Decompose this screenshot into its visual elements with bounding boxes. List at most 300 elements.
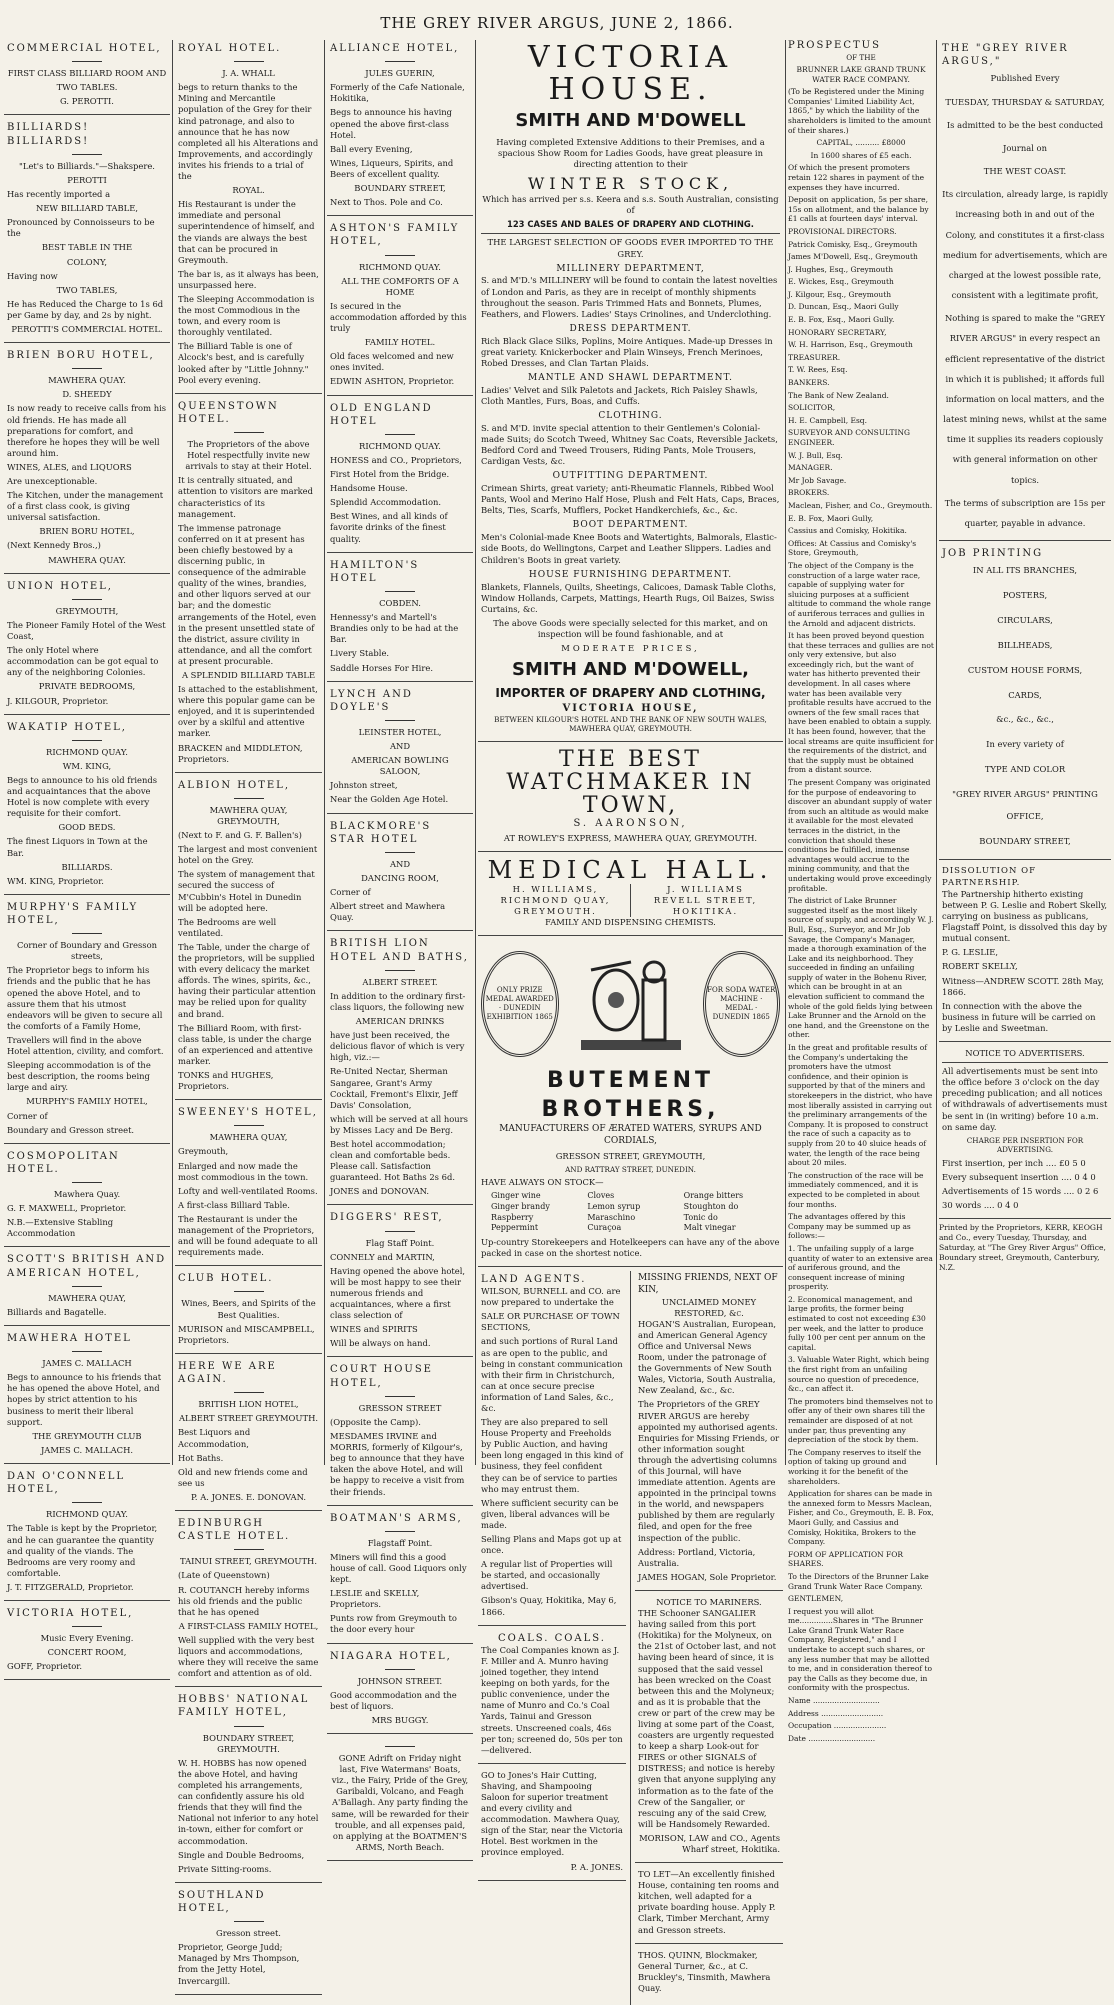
medal-right-text: FOR SODA WATER MACHINE · MEDAL · DUNEDIN 1865: [707, 985, 776, 1022]
ad-line: begs to return thanks to the Mining and Mercantile population of the Grey for their kind patronage, and also to announce that he has now completed all his Alterations and Improvements, and accordingly invites his friends to a trial of the: [178, 82, 319, 182]
text-line: &c., &c., &c.,: [996, 714, 1054, 725]
ad-line: Are unexceptionable.: [7, 476, 98, 486]
ad-line: G. PEROTTI.: [60, 96, 114, 107]
medical-right-line: REVELL STREET,: [653, 894, 758, 905]
department-heading: HOUSE FURNISHING DEPARTMENT.: [528, 569, 733, 580]
advertisement: [4, 40, 170, 115]
ad-line: The largest and most convenient hotel on the Grey.: [178, 844, 318, 866]
ad-line: Best Liquors and Accommodation,: [178, 1427, 251, 1449]
advertisement: [327, 40, 473, 216]
ad-line: Corner of Boundary and Gresson streets,: [16, 940, 158, 962]
victoria-intro: Having completed Extensive Additions to their Premises, and a spacious Show Room for Ladies Goods, have great pleasure in directing attention to their: [496, 136, 765, 169]
ad-line: AMERICAN BOWLING SALOON,: [351, 755, 449, 777]
ad-line: Saddle Horses For Hire.: [330, 662, 433, 673]
missing-head: MISSING FRIENDS, NEXT OF KIN,: [638, 1272, 778, 1295]
victoria-importer: IMPORTER OF DRAPERY AND CLOTHING,: [495, 685, 766, 700]
ad-line: J. A. WHALL: [222, 68, 275, 79]
ad-line: MAWHERA QUAY, GREYMOUTH,: [209, 804, 288, 826]
notice-charge: CHARGE PER INSERTION FOR ADVERTISING.: [966, 1135, 1084, 1155]
ad-divider: [234, 1392, 264, 1393]
ad-line: The Sleeping Accommodation is the most Commodious in the town, and every room is thoroughly ventilated.: [178, 293, 315, 338]
text-line: CARDS,: [1008, 689, 1042, 700]
victoria-title: VICTORIA HOUSE.: [527, 40, 734, 107]
text-line: First insertion, per inch .... £0 5 0: [942, 1157, 1086, 1168]
text-line: Advertisements of 15 words .... 0 2 6: [942, 1185, 1099, 1196]
ad-line: R. COUTANCH hereby informs his old friends and the public that he has opened: [178, 1584, 310, 1617]
product-item: Malt vinegar: [683, 1223, 736, 1233]
ad-line: Pronounced by Connoisseurs to be the: [7, 217, 155, 239]
ad-heading: HERE WE ARE AGAIN.: [178, 1360, 277, 1386]
victoria-which: Which has arrived per s.s. Keera and s.s. South Australian, consisting of: [482, 194, 779, 216]
text-line: CIRCULARS,: [997, 615, 1053, 626]
medical-left-line: GREYMOUTH.: [514, 905, 597, 916]
ad-line: ALL THE COMFORTS OF A HOME: [341, 275, 459, 297]
ad-divider: [72, 1626, 102, 1627]
medical-left-line: RICHMOND QUAY,: [500, 894, 611, 905]
ad-line: Good accommodation and the best of liquors.: [330, 1689, 457, 1711]
ad-line: TAINUI STREET, GREYMOUTH.: [179, 1556, 318, 1567]
ad-line: Is now ready to receive calls from his old friends. He has made all preparations for comfort, and therefore he hopes they will be well around him.: [7, 403, 167, 458]
ad-line: The Table is kept by the Proprietor, and he can guarantee the quantity and quality of the viands. The Bedrooms are very roomy and comfortable.: [7, 1523, 158, 1578]
ad-line: The Restaurant is under the management of the Proprietors, and will be found adequate to all requirements made.: [178, 1213, 318, 1258]
victoria-firm: SMITH AND M'DOWELL: [515, 110, 746, 131]
ad-line: The Billiard Room, with first-class table, is under the charge of an experienced and attentive marker.: [178, 1022, 313, 1066]
ad-line: (Next to F. and G. F. Ballen's): [178, 830, 302, 841]
product-item: Stoughton do: [683, 1202, 739, 1212]
advertisement: [175, 1515, 322, 1687]
text-line: Deposit on application, 5s per share, 15s on allotment, and the balance by £1 calls at fourteen days' interval.: [788, 195, 929, 224]
ad-heading: DAN O'CONNELL HOTEL,: [7, 1470, 126, 1496]
coals-ad: [478, 1630, 626, 1764]
ad-line: COBDEN.: [379, 598, 421, 609]
ad-line: First Hotel from the Bridge.: [330, 469, 450, 480]
ad-divider: [72, 599, 102, 600]
notice-advertisers-ad: [939, 1046, 1111, 1219]
text-line: The present Company was originated for the purpose of endeavoring to discover an abundant supply of water from such an altitude as would make it available for the most elevated terraces in the district, in the conviction that should these conditions be fulfilled, immense advantages would accrue to the mining community, and that the undertaking would prove exceedingly profitable.: [788, 778, 932, 893]
ad-line: (Opposite the Camp).: [330, 1416, 421, 1427]
ad-line: MAWHERA QUAY,: [48, 1292, 126, 1303]
ad-line: Having opened the above hotel, will be most happy to see their numerous friends and acquaintances, where a first class selection of: [330, 1265, 466, 1321]
ad-line: Near the Golden Age Hotel.: [330, 794, 449, 805]
ad-heading: ALLIANCE HOTEL,: [330, 43, 460, 54]
department-heading: DRESS DEPARTMENT.: [569, 323, 692, 334]
text-line: J. Hughes, Esq., Greymouth: [788, 264, 894, 274]
text-line: POSTERS,: [1002, 590, 1048, 601]
text-line: E. B. Fox, Esq., Maori Gully.: [788, 315, 895, 325]
ad-heading: SOUTHLAND HOTEL,: [178, 1889, 266, 1914]
ad-line: Private Sitting-rooms.: [178, 1863, 272, 1874]
ad-line: JONES and DONOVAN.: [330, 1186, 430, 1197]
ad-line: MURPHY'S FAMILY HOTEL,: [26, 1096, 148, 1107]
ad-line: JULES GUERIN,: [365, 68, 435, 79]
department-heading: OUTFITTING DEPARTMENT.: [552, 471, 709, 482]
ad-line: FAMILY HOTEL.: [364, 337, 436, 348]
text-line: W. H. Harrison, Esq., Greymouth: [788, 340, 913, 350]
ad-divider: [385, 852, 415, 853]
text-line: A regular list of Properties will be started, and occasionally advertised.: [481, 1559, 613, 1592]
mariners-text: THE Schooner SANGALIER having sailed from this port (Hokitika) for the Molyneux, on the 21st of October last, and not having been heard of since, it is supposed that the said vessel has been wrecked on the Coast between this and the Molyneux; and as it is probable that the crew or part of the crew may be living at some part of the Coast, coasters are urgently requested to keep a sharp Look-out for FIRES or other SIGNALS of DISTRESS; and notice is hereby given that anyone supplying any information as to the fate of the Crew of the Sangalier, or rescuing any of the said Crew, will be Handsomely Rewarded.: [638, 1608, 776, 1829]
ad-heading: SWEENEY'S HOTEL,: [178, 1107, 318, 1119]
ad-divider: [72, 1502, 102, 1503]
butement-always: HAVE ALWAYS ON STOCK—: [481, 1177, 604, 1188]
ad-line: The Table, under the charge of the proprietors, will be supplied with every delicacy the market affords. The wines, spirits, &c., having their particular attention may be relied upon for quality and brand.: [178, 941, 316, 1019]
department-text: S. and M'D. invite special attention to their Gentlemen's Colonial-made Suits; do Scotch Tweed, Whitney Sac Coats, Reversible Jackets, Bedford Cord and Tweed Trousers, Riding Pants, Mole Trousers, Cardigan Vests, &c.: [481, 422, 778, 467]
text-line: In connection with the above the business in future will be carried on by Leslie and Sweetman.: [942, 1000, 1096, 1033]
product-item: Cloves: [587, 1191, 615, 1201]
advertisement: [4, 719, 170, 895]
ad-divider: [234, 1726, 264, 1727]
advertisement: [327, 400, 473, 553]
text-line: ROBERT SKELLY,: [942, 961, 1018, 972]
dissolution-lines: [942, 889, 1108, 1034]
argus-column: [939, 40, 1111, 1470]
ad-line: (Next Kennedy Bros.,): [7, 540, 101, 551]
product-item: Ginger wine: [491, 1191, 541, 1201]
text-line: BOUNDARY STREET,: [979, 835, 1071, 846]
advertisement: [327, 686, 473, 814]
text-line: WILSON, BURNELL and CO. are now prepared to undertake the: [481, 1286, 621, 1308]
product-item: Raspberry: [491, 1212, 534, 1222]
text-line: Maclean, Fisher, and Co., Greymouth.: [788, 500, 933, 510]
victoria-winter: WINTER STOCK,: [527, 174, 734, 194]
ad-divider: [72, 154, 102, 155]
medical-left-line: H. WILLIAMS,: [512, 883, 599, 894]
ad-line: Well supplied with the very best liquors and accommodations, where they will receive the same comfort and attention as of old.: [178, 1634, 319, 1679]
advertisement: [175, 1270, 322, 1354]
ad-line: J. T. FITZGERALD, Proprietor.: [7, 1581, 134, 1592]
text-line: The Proprietors of the GREY RIVER ARGUS are hereby appointed my authorised agents. Enquiries for Missing Friends, or other information sought through the advertising columns of this Journal, will have immediate attention. Agents are appointed in the principal towns in the world, and newspapers published by them are regularly filed, and open for the free inspection of the public.: [638, 1399, 780, 1543]
ad-line: Will be always on hand.: [330, 1338, 431, 1349]
ad-line: J. KILGOUR, Proprietor.: [7, 695, 109, 706]
ad-line: CONCERT ROOM,: [47, 1647, 127, 1658]
ad-line: MAWHERA QUAY,: [209, 1132, 288, 1143]
advertisement: [4, 119, 170, 343]
ad-line: He has Reduced the Charge to 1s 6d per Game by day, and 2s by night.: [7, 298, 164, 320]
advertisement: [175, 1358, 322, 1511]
ad-line: Begs to announce to his friends that he has opened the above Hotel, and hopes by strict attention to his business to merit their liberal support.: [7, 1372, 162, 1427]
ad-line: BRACKEN and MIDDLETON, Proprietors.: [178, 742, 303, 764]
ad-divider: [234, 1921, 264, 1922]
ad-line: CONNELY and MARTIN,: [330, 1251, 435, 1262]
ad-line: The finest Liquors in Town at the Bar.: [7, 836, 148, 858]
ad-divider: [385, 1231, 415, 1232]
notice-text: All advertisements must be sent into the office before 3 o'clock on the day preceding publication; and all notices of withdrawals of advertisements must be sent in (in writing) before 10 a.m. on same day.: [942, 1066, 1108, 1132]
advertisement: [327, 557, 473, 682]
advertisement: [175, 398, 322, 773]
ad-line: GOFF, Proprietor.: [7, 1661, 83, 1672]
column-rule: [324, 40, 325, 1465]
victoria-departments: [481, 264, 780, 615]
ad-line: TONKS and HUGHES, Proprietors.: [178, 1069, 274, 1092]
text-line: BANKERS.: [788, 378, 830, 388]
text-line: Address: Portland, Victoria, Australia.: [638, 1546, 756, 1568]
ad-divider: [72, 933, 102, 934]
text-line: 3. Valuable Water Right, which being the first right from an unfailing source no question of precedence, &c., can affect it.: [788, 1355, 930, 1394]
tolet-text: TO LET—An excellently finished House, containing ten rooms and kitchen, well adapted for a private boarding house. Apply P. Clark, Timber Merchant, Army and Gresson streets.: [638, 1869, 780, 1935]
victoria-moderate: MODERATE PRICES,: [561, 642, 700, 653]
text-line: HOGAN'S Australian, European, and American General Agency Office and Universal News Room, under the patronage of the Governments of New South Wales, Victoria, South Australia, New Zealand, &c., &c.: [638, 1318, 777, 1396]
text-line: The advantages offered by this Company may be summed up as follows:—: [788, 1212, 911, 1241]
ad-line: The Proprietors of the above Hotel respectfully invite new arrivals to stay at their Hotel.: [185, 439, 312, 472]
text-line: Nothing is spared to make the "GREY RIVER ARGUS" in every respect an efficient representative of the district in which it is published; it affords full information on local matters, and the latest mining news, whilst at the same time it supplies its readers copiously with general information on other topics.: [943, 313, 1107, 485]
text-line: Date ............................: [788, 1733, 876, 1743]
product-item: Lemon syrup: [587, 1202, 641, 1212]
mariners-head: NOTICE TO MARINERS.: [656, 1596, 762, 1607]
ad-line: Miners will find this a good house of call. Good Liquors only kept.: [330, 1551, 467, 1585]
masthead: THE GREY RIVER ARGUS, JUNE 2, 1866.: [380, 14, 734, 32]
ad-line: Single and Double Bedrooms,: [178, 1849, 305, 1860]
text-line: TUESDAY, THURSDAY & SATURDAY,: [945, 96, 1105, 107]
ad-line: BILLIARDS.: [61, 861, 113, 872]
text-line: Occupation ......................: [788, 1721, 887, 1731]
column-3: [327, 40, 473, 1852]
advertisement: [4, 1148, 170, 1248]
ad-line: Livery Stable.: [330, 648, 390, 659]
prospectus-head: PROSPECTUS: [788, 40, 881, 51]
ad-line: DANCING ROOM,: [361, 873, 439, 883]
ad-line: EDWIN ASHTON, Proprietor.: [330, 376, 455, 387]
ad-line: GOOD BEDS.: [58, 822, 116, 833]
ad-line: WINES and SPIRITS: [330, 1324, 418, 1335]
ad-line: Is secured in the accommodation afforded by this truly: [330, 300, 467, 334]
text-line: 2. Economical management, and large profits, the former being estimated to cost not exceeding £30 per week, and the latter to produce fully 100 per cent per annum on the capital.: [788, 1294, 926, 1352]
department-text: Crimean Shirts, great variety; anti-Rheumatic Flannels, Ribbed Wool Pants, Wool and Merino Half Hose, Plush and Felt Hats, Caps, Braces, Belts, Ties, Scarfs, Mufflers, Pocket Handkerchiefs, &c., &c.: [481, 483, 780, 516]
printed-imprint: Printed by the Proprietors, KERR, KEOGH and Co., every Tuesday, Thursday, and Saturday, at "The Grey River Argus" Office, Boundary street, Greymouth, Canterbury, N.Z.: [939, 1223, 1106, 1273]
ad-heading: BILLIARDS! BILLIARDS!: [7, 122, 90, 147]
lower-centre: [478, 1271, 783, 2005]
butement-addr2: AND RATTRAY STREET, DUNEDIN.: [565, 1164, 696, 1174]
job-head: JOB PRINTING: [942, 548, 1044, 560]
ad-line: MAWHERA QUAY.: [48, 375, 126, 386]
advertisement: [4, 1468, 170, 1601]
ad-line: MESDAMES IRVINE and MORRIS, formerly of Kilgour's, beg to announce that they have taken the above Hotel, and will be happy to receive a visit from their friends.: [330, 1431, 465, 1497]
department-heading: MANTLE AND SHAWL DEPARTMENT.: [527, 373, 734, 384]
ad-line: ALBERT STREET GREYMOUTH.: [178, 1413, 319, 1424]
advertisement: [327, 935, 473, 1205]
ad-line: Albert street and Mawhera Quay.: [330, 901, 446, 923]
text-line: SALE OR PURCHASE OF TOWN SECTIONS,: [481, 1311, 620, 1333]
column-rule: [172, 40, 173, 1465]
ad-heading: HAMILTON'S HOTEL: [330, 559, 420, 584]
text-line: J. Kilgour, Esq., Greymouth: [788, 289, 892, 299]
job-lines: [942, 560, 1108, 852]
victoria-firm-2: SMITH AND M'DOWELL,: [512, 659, 749, 681]
ad-line: Lofty and well-ventilated Rooms.: [178, 1185, 318, 1196]
victoria-largest: THE LARGEST SELECTION OF GOODS EVER IMPORTED TO THE GREY.: [481, 233, 780, 259]
ad-line: which will be served at all hours by Misses Lacy and De Berg.: [330, 1113, 468, 1135]
ad-divider: [385, 1396, 415, 1397]
ad-divider: [234, 1125, 264, 1126]
advertisement: [327, 1648, 473, 1735]
ad-heading: DIGGERS' REST,: [330, 1212, 444, 1224]
text-line: James M'Dowell, Esq., Greymouth: [788, 252, 918, 262]
ad-divider: [234, 432, 264, 433]
ad-line: RICHMOND QUAY.: [359, 261, 441, 272]
ad-line: The Pioneer Family Hotel of the West Coast,: [7, 619, 166, 642]
text-line: Offices: At Cassius and Comisky's Store, Greymouth,: [788, 538, 917, 558]
advertisement: [327, 1738, 473, 1861]
ad-line: A FIRST-CLASS FAMILY HOTEL,: [178, 1620, 319, 1631]
prospectus-column: [788, 40, 934, 1743]
ad-line: Enlarged and now made the most commodious in the town.: [178, 1160, 309, 1182]
ad-line: The Billiard Table is one of Alcock's best, and is carefully looked after by "Little Johnny." Pool every evening.: [178, 341, 309, 385]
text-line: The Partnership hitherto existing between P. G. Leslie and Robert Skelly, carrying on business as publicans, Flagstaff Point, is dissolved this day by mutual consent.: [942, 888, 1108, 944]
column-rule: [475, 40, 476, 1465]
notice-head: NOTICE TO ADVERTISERS.: [942, 1048, 1108, 1063]
text-line: Every subsequent insertion .... 0 4 0: [942, 1171, 1096, 1182]
ad-divider: [385, 434, 415, 435]
ad-line: PEROTTI'S COMMERCIAL HOTEL.: [11, 323, 163, 334]
ad-line: MRS BUGGY.: [371, 1715, 429, 1725]
ad-line: In addition to the ordinary first-class liquors, the following new: [330, 990, 466, 1012]
ad-line: The Bedrooms are well ventilated.: [178, 916, 277, 938]
text-line: 30 words .... 0 4 0: [942, 1199, 1019, 1210]
medical-right-line: J. WILLIAMS: [667, 883, 744, 894]
text-line: To the Directors of the Brunner Lake Grand Trunk Water Race Company.: [788, 1571, 929, 1591]
advertisement: [175, 1104, 322, 1266]
advertisement: [4, 1330, 170, 1464]
product-list: [481, 1191, 780, 1233]
ad-line: GRESSON STREET: [358, 1402, 442, 1413]
ad-line: Flag Staff Point.: [365, 1237, 435, 1248]
ad-line: have just been received, the delicious flavor of which is very high, viz.:—: [330, 1030, 465, 1063]
ad-divider: [234, 798, 264, 799]
ad-line: Hennessy's and Martell's Brandies only to be had at the Bar.: [330, 612, 459, 645]
text-line: Name ............................: [788, 1696, 880, 1706]
ad-divider: [385, 970, 415, 971]
ad-line: GONE Adrift on Friday night last, Five Watermans' Boats, viz., the Fairy, Pride of the Grey, Garibaldi, Volcano, and Feagh A'Ballagh. Any party finding the same, will be rewarded for their trouble, and all expenses paid, on applying at the BOATMEN'S ARMS, North Beach.: [331, 1753, 469, 1852]
ad-line: N.B.—Extensive Stabling Accommodation: [7, 1217, 114, 1239]
medical-right: [630, 884, 780, 917]
centre-column: [478, 40, 783, 1993]
ad-line: ALBERT STREET.: [362, 976, 438, 987]
text-line: The object of the Company is the construction of a large water race, capable of supplying water for sluicing purposes at a sufficient altitude to command the whole range of auriferous terraces and gullies in the Arnold and adjacent districts.: [788, 560, 931, 628]
prospectus-company: BRUNNER LAKE GRAND TRUNK WATER RACE COMPANY.: [796, 65, 926, 84]
ad-divider: [385, 720, 415, 721]
text-line: and such portions of Rural Land as are open to the public, and being in constant communication with their firm in Christchurch, can at once secure precise information of Land Sales, &c., &c.: [481, 1336, 623, 1413]
text-line: P. G. LESLIE,: [942, 947, 999, 958]
prospectus-lines: [788, 163, 934, 1743]
ad-line: Is attached to the establishment, where this popular game can be enjoyed, and it is superintended over by a skilful and attentive marker.: [178, 684, 318, 739]
watch-addr: AT ROWLEY'S EXPRESS, MAWHERA QUAY, GREYMOUTH.: [503, 833, 758, 844]
text-line: TYPE AND COLOR: [984, 764, 1066, 775]
ad-line: Splendid Accommodation.: [330, 497, 442, 508]
text-line: The promoters bind themselves not to offer any of their own shares till the remainder are disposed of at not under par, thus preventing any depreciation of the stock by them.: [788, 1396, 933, 1445]
ad-heading: ASHTON'S FAMILY HOTEL,: [330, 223, 460, 248]
department-text: S. and M'D.'s MILLINERY will be found to contain the latest novelties of London and Paris, as they are in receipt of monthly shipments throughout the season. Paris Trimmed Hats and Bonnets, Plumes, Feathers, and Flowers. Ladies' Stays Crinolines, and Underclothing.: [481, 275, 778, 319]
department-heading: BOOT DEPARTMENT.: [572, 520, 689, 531]
text-line: The terms of subscription are 15s per quarter, payable in advance.: [944, 497, 1106, 528]
advertisement: [4, 1251, 170, 1326]
ad-line: Greymouth,: [178, 1146, 229, 1157]
ad-line: FIRST CLASS BILLIARD ROOM AND: [7, 68, 167, 79]
text-line: "GREY RIVER ARGUS" PRINTING OFFICE,: [952, 788, 1098, 821]
text-line: The Company reserves to itself the option of taking up ground and working it for the benefit of the shareholders.: [788, 1447, 922, 1486]
ad-heading: SCOTT'S BRITISH AND AMERICAN HOTEL,: [7, 1254, 167, 1279]
column-rule: [936, 40, 937, 1465]
advertisement: [4, 347, 170, 574]
ad-line: The only Hotel where accommodation can be got equal to any of the neighboring Colonies.: [7, 645, 159, 678]
product-item: Maraschino: [587, 1212, 636, 1222]
ad-heading: NIAGARA HOTEL,: [330, 1650, 452, 1662]
ad-line: HONESS and CO., Proprietors,: [330, 455, 462, 465]
ad-heading: ROYAL HOTEL.: [178, 43, 282, 54]
department-text: Ladies' Velvet and Silk Paletots and Jackets, Rich Paisley Shawls, Cloth Mantles, Furs, Boas, and Cuffs.: [481, 384, 758, 406]
butement-ad: [478, 940, 783, 1267]
ad-line: GREYMOUTH,: [55, 605, 119, 616]
hair-sign: P. A. JONES.: [570, 1861, 623, 1872]
ad-line: G. F. MAXWELL, Proprietor.: [7, 1203, 127, 1214]
ad-line: Boundary and Gresson street.: [7, 1124, 135, 1135]
advertisement: [327, 220, 473, 395]
victoria-vh: VICTORIA HOUSE,: [562, 702, 699, 714]
victoria-house-ad: [478, 40, 783, 742]
ad-line: Begs to announce his having opened the above first-class Hotel.: [330, 107, 453, 140]
hair-ad: [478, 1768, 626, 1881]
advertisement: [4, 899, 170, 1144]
ad-line: COLONY,: [66, 256, 108, 267]
text-line: BROKERS.: [788, 488, 830, 498]
ad-line: D. SHEEDY: [62, 389, 112, 400]
text-line: THE WEST COAST.: [983, 166, 1067, 177]
ad-line: Corner of: [7, 1110, 48, 1121]
text-line: W. J. Bull, Esq.: [788, 450, 843, 460]
ad-line: RICHMOND QUAY.: [359, 440, 441, 451]
ad-line: Sleeping accommodation is of the best description, the rooms being large and airy.: [7, 1060, 151, 1093]
missing-friends-ad: [635, 1271, 783, 1591]
ad-heading: BRIEN BORU HOTEL,: [7, 350, 155, 362]
ad-divider: [72, 1286, 102, 1287]
ad-line: Next to Thos. Pole and Co.: [330, 197, 443, 208]
ad-line: AND: [389, 858, 411, 869]
text-line: Selling Plans and Maps got up at once.: [481, 1534, 622, 1556]
product-item: Curaçoa: [587, 1223, 622, 1233]
text-line: Patrick Comisky, Esq., Greymouth: [788, 239, 918, 249]
ad-line: BOUNDARY STREET, GREYMOUTH.: [202, 1732, 295, 1754]
ad-line: TWO TABLES.: [56, 82, 118, 93]
ad-line: MAWHERA QUAY.: [48, 554, 126, 565]
land-lines: [481, 1286, 623, 1618]
quinn-ad: [635, 1948, 783, 2001]
ad-line: Re-United Nectar, Sherman Sangaree, Grant's Army Cocktail, Fremont's Elixir, Jeff Davis' Consolation,: [330, 1066, 458, 1110]
ad-line: THE GREYMOUTH CLUB: [32, 1430, 142, 1441]
ad-line: BRIEN BORU HOTEL,: [39, 526, 135, 537]
ad-line: JAMES C. MALLACH: [42, 1358, 132, 1369]
ad-line: Ball every Evening,: [330, 143, 413, 154]
medical-family: FAMILY AND DISPENSING CHEMISTS.: [545, 916, 716, 927]
text-line: E. B. Fox, Maori Gully,: [788, 513, 874, 523]
column-1: [4, 40, 170, 1672]
victoria-between: BETWEEN KILGOUR'S HOTEL AND THE BANK OF NEW SOUTH WALES, MAWHERA QUAY, GREYMOUTH.: [494, 714, 767, 734]
ad-line: W. H. HOBBS has now opened the above Hotel, and having completed his arrangements, can confidently assure his old friends that they will find the National not inferior to any hotel in-town, either for comfort or accommodation.: [178, 1757, 319, 1846]
ad-line: Old and new friends come and see us: [178, 1466, 308, 1488]
text-line: PROVISIONAL DIRECTORS.: [788, 226, 897, 236]
text-line: Journal on: [1003, 142, 1047, 153]
text-line: HONORARY SECRETARY,: [788, 327, 887, 337]
ad-heading: COMMERCIAL HOTEL,: [7, 43, 162, 54]
prospectus-shares: In 1600 shares of £5 each.: [810, 150, 912, 160]
text-line: TREASURER.: [788, 352, 841, 362]
department-heading: CLOTHING.: [598, 411, 663, 422]
ad-line: BEST TABLE IN THE: [41, 242, 133, 253]
advertisement: [327, 1209, 473, 1357]
ad-line: NEW BILLIARD TABLE,: [35, 203, 138, 214]
ad-heading: EDINBURGH CASTLE HOTEL.: [178, 1517, 291, 1543]
ad-line: JAMES C. MALLACH.: [40, 1444, 134, 1455]
product-item: Ginger brandy: [491, 1202, 550, 1212]
advertisement: [175, 1887, 322, 1995]
ad-heading: CLUB HOTEL.: [178, 1273, 274, 1285]
